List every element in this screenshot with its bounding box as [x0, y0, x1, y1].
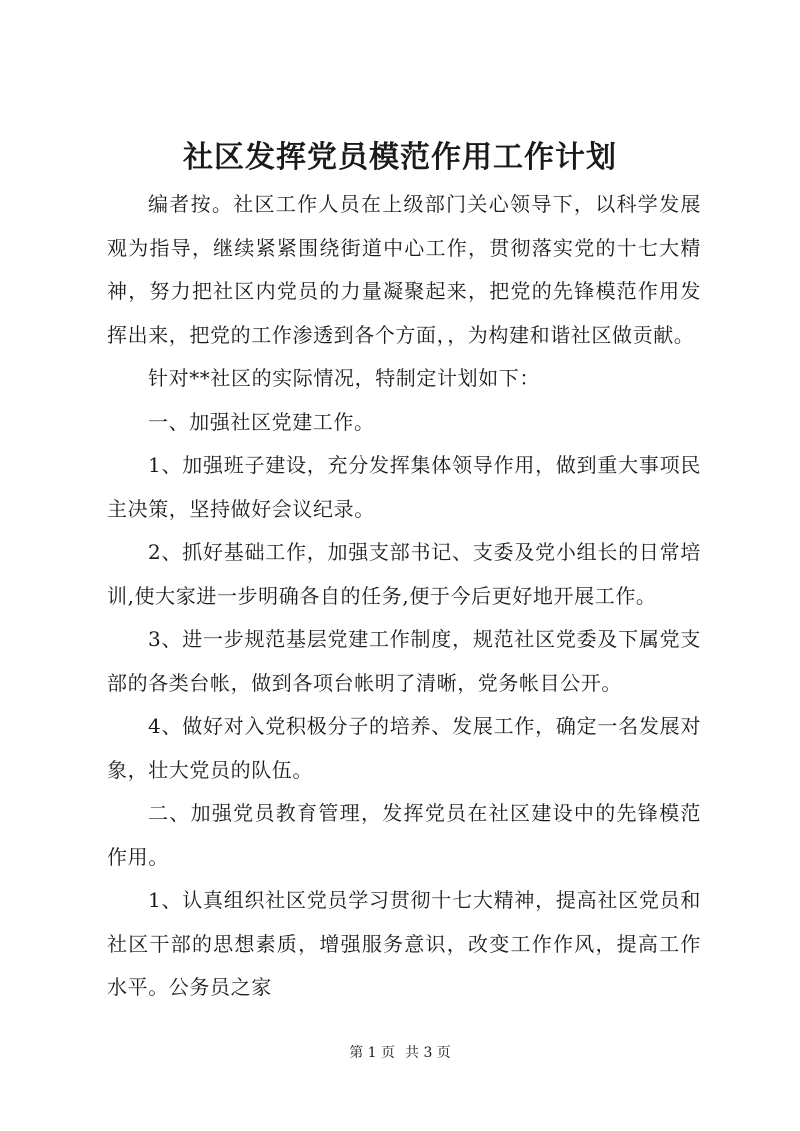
paragraph-item-2-1: 1、认真组织社区党员学习贯彻十七大精神，提高社区党员和社区干部的思想素质，增强服务意识，改变工作作风，提高工作水平。公务员之家: [107, 888, 701, 999]
paragraph-item-1-1: 1、加强班子建设，充分发挥集体领导作用，做到重大事项民主决策，坚持做好会议纪录。: [107, 453, 701, 521]
document-title: 社区发挥党员模范作用工作计划: [183, 140, 617, 175]
page-number: 第 1 页: [349, 1045, 395, 1061]
paragraph-intro: 针对**社区的实际情况，特制定计划如下：: [148, 366, 540, 390]
page-total: 共 3 页: [405, 1045, 451, 1061]
paragraph-editor-note: 编者按。社区工作人员在上级部门关心领导下，以科学发展观为指导，继续紧紧围绕街道中心工作，贯彻落实党的十七大精神，努力把社区内党员的力量凝聚起来，把党的先锋模范作用发挥出来，把党的工作渗透到各个方面，，为构建和谐社区做贡献。: [107, 192, 701, 347]
paragraph-item-1-3: 3、进一步规范基层党建工作制度，规范社区党委及下属党支部的各类台帐，做到各项台帐明了清晰，党务帐目公开。: [107, 627, 701, 695]
paragraph-section-2-heading: 二、加强党员教育管理，发挥党员在社区建设中的先锋模范作用。: [107, 801, 701, 869]
paragraph-section-1-heading: 一、加强社区党建工作。: [148, 409, 375, 434]
paragraph-item-1-2: 2、抓好基础工作，加强支部书记、支委及党小组长的日常培训,使大家进一步明确各自的任务,便于今后更好地开展工作。: [107, 540, 701, 608]
paragraph-item-1-4: 4、做好对入党积极分子的培养、发展工作，确定一名发展对象，壮大党员的队伍。: [107, 714, 701, 782]
document-body: [107, 183, 701, 1010]
page-footer: [0, 1043, 800, 1063]
